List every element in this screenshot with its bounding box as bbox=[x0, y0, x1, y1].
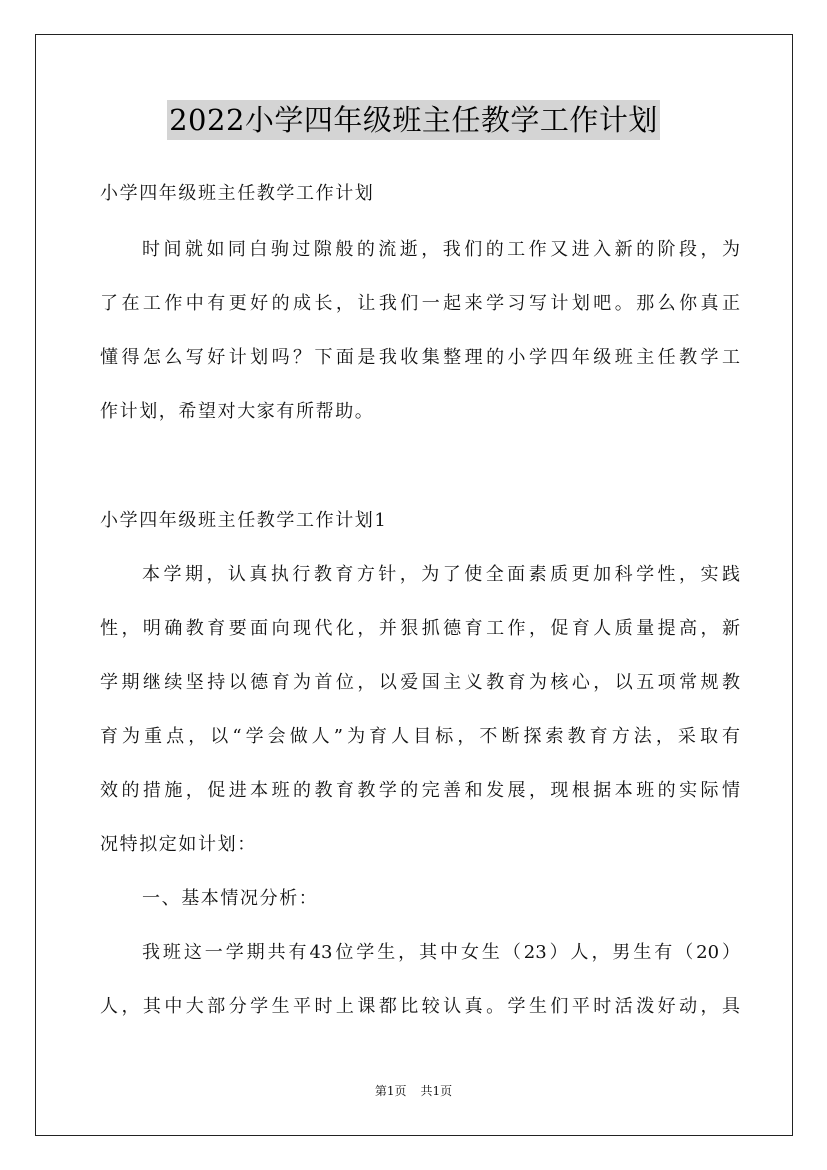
paragraph-line: 况特拟定如计划： bbox=[100, 834, 257, 855]
paragraph-line: 人，其中大部分学生平时上课都比较认真。学生们平时活泼好动，具 bbox=[100, 996, 740, 1017]
paragraph-line: 性，明确教育要面向现代化，并狠抓德育工作，促育人质量提高，新 bbox=[100, 618, 740, 639]
paragraph-line: 了在工作中有更好的成长，让我们一起来学习写计划吧。那么你真正 bbox=[100, 293, 740, 314]
page-number: 第1页 bbox=[374, 1084, 407, 1098]
paragraph-line: 作计划，希望对大家有所帮助。 bbox=[100, 401, 375, 422]
subsection-heading: 一、基本情况分析： bbox=[142, 888, 319, 909]
paragraph-line: 本学期，认真执行教育方针，为了使全面素质更加科学性，实践 bbox=[142, 564, 740, 585]
page-total: 共1页 bbox=[420, 1084, 453, 1098]
page-footer bbox=[0, 1083, 827, 1099]
paragraph-line: 育为重点，以“学会做人”为育人目标，不断探索教育方法，采取有 bbox=[100, 726, 740, 747]
document-title: 2022小学四年级班主任教学工作计划 bbox=[167, 100, 660, 140]
title-container bbox=[0, 100, 827, 140]
paragraph-line: 学期继续坚持以德育为首位，以爱国主义教育为核心，以五项常规教 bbox=[100, 672, 740, 693]
paragraph-line: 时间就如同白驹过隙般的流逝，我们的工作又进入新的阶段，为 bbox=[142, 239, 740, 260]
paragraph-line: 懂得怎么写好计划吗？下面是我收集整理的小学四年级班主任教学工 bbox=[100, 347, 740, 368]
paragraph-line: 效的措施，促进本班的教育教学的完善和发展，现根据本班的实际情 bbox=[100, 780, 740, 801]
paragraph-line: 我班这一学期共有43位学生，其中女生（23）人，男生有（20） bbox=[142, 942, 740, 963]
section-heading: 小学四年级班主任教学工作计划 bbox=[100, 183, 375, 204]
section-heading: 小学四年级班主任教学工作计划1 bbox=[100, 510, 388, 531]
